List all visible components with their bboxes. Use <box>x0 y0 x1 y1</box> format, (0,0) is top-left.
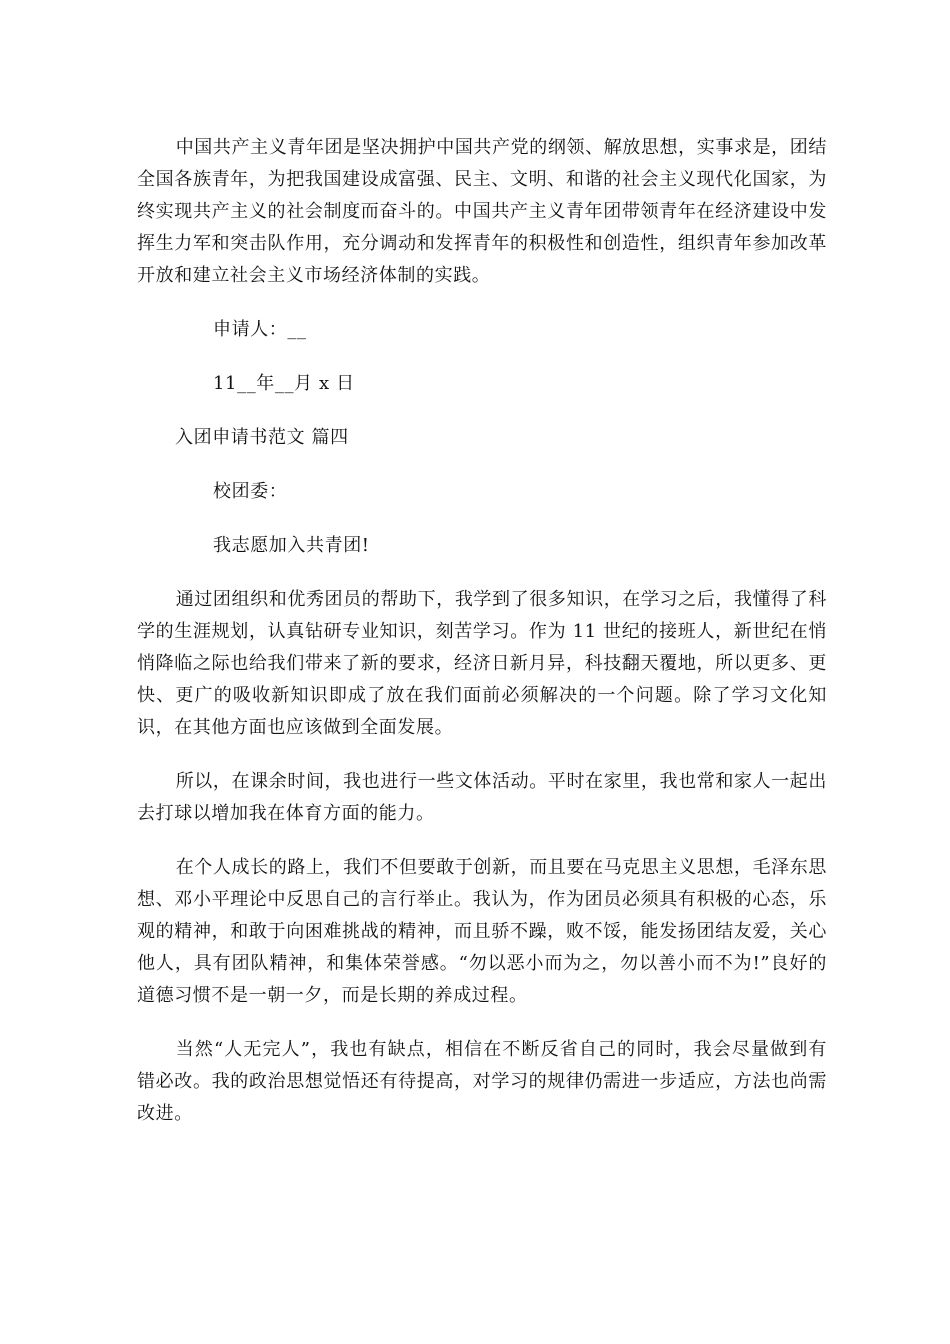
paragraph-shortcomings: 当然“人无完人”，我也有缺点，相信在不断反省自己的同时，我会尽量做到有错必改。我的政治思想觉悟还有待提高，对学习的规律仍需进一步适应，方法也尚需改进。 <box>137 1039 827 1124</box>
applicant-line: 申请人：__ <box>213 319 307 340</box>
paragraph-activities: 所以，在课余时间，我也进行一些文体活动。平时在家里，我也常和家人一起出去打球以增加我在体育方面的能力。 <box>137 771 827 824</box>
section-title: 入团申请书范文 篇四 <box>175 427 349 448</box>
salutation: 校团委： <box>213 481 288 502</box>
document-page <box>137 132 827 1130</box>
date-line: 11__年__月 x 日 <box>213 373 355 394</box>
paragraph-league-description: 中国共产主义青年团是坚决拥护中国共产党的纲领、解放思想，实事求是，团结全国各族青年，为把我国建设成富强、民主、文明、和谐的社会主义现代化国家，为终实现共产主义的社会制度而奋斗的。中国共产主义青年团带领青年在经济建设中发挥生力军和突击队作用，充分调动和发挥青年的积极性和创造性，组织青年参加改革开放和建立社会主义市场经济体制的实践。 <box>137 137 827 286</box>
wish-line: 我志愿加入共青团! <box>213 535 370 556</box>
paragraph-study: 通过团组织和优秀团员的帮助下，我学到了很多知识，在学习之后，我懂得了科学的生涯规划，认真钻研专业知识，刻苦学习。作为 11 世纪的接班人，新世纪在悄悄降临之际也给我们带来了新的要求，经济日新月异，科技翻天覆地，所以更多、更快、更广的吸收新知识即成了放在我们面前必须解决的一个问题。除了学习文化知识，在其他方面也应该做到全面发展。 <box>137 589 827 738</box>
paragraph-growth: 在个人成长的路上，我们不但要敢于创新，而且要在马克思主义思想，毛泽东思想、邓小平理论中反思自己的言行举止。我认为，作为团员必须具有积极的心态，乐观的精神，和敢于向困难挑战的精神，而且骄不躁，败不馁，能发扬团结友爱，关心他人，具有团队精神，和集体荣誉感。“勿以恶小而为之，勿以善小而不为!”良好的道德习惯不是一朝一夕，而是长期的养成过程。 <box>137 857 827 1006</box>
